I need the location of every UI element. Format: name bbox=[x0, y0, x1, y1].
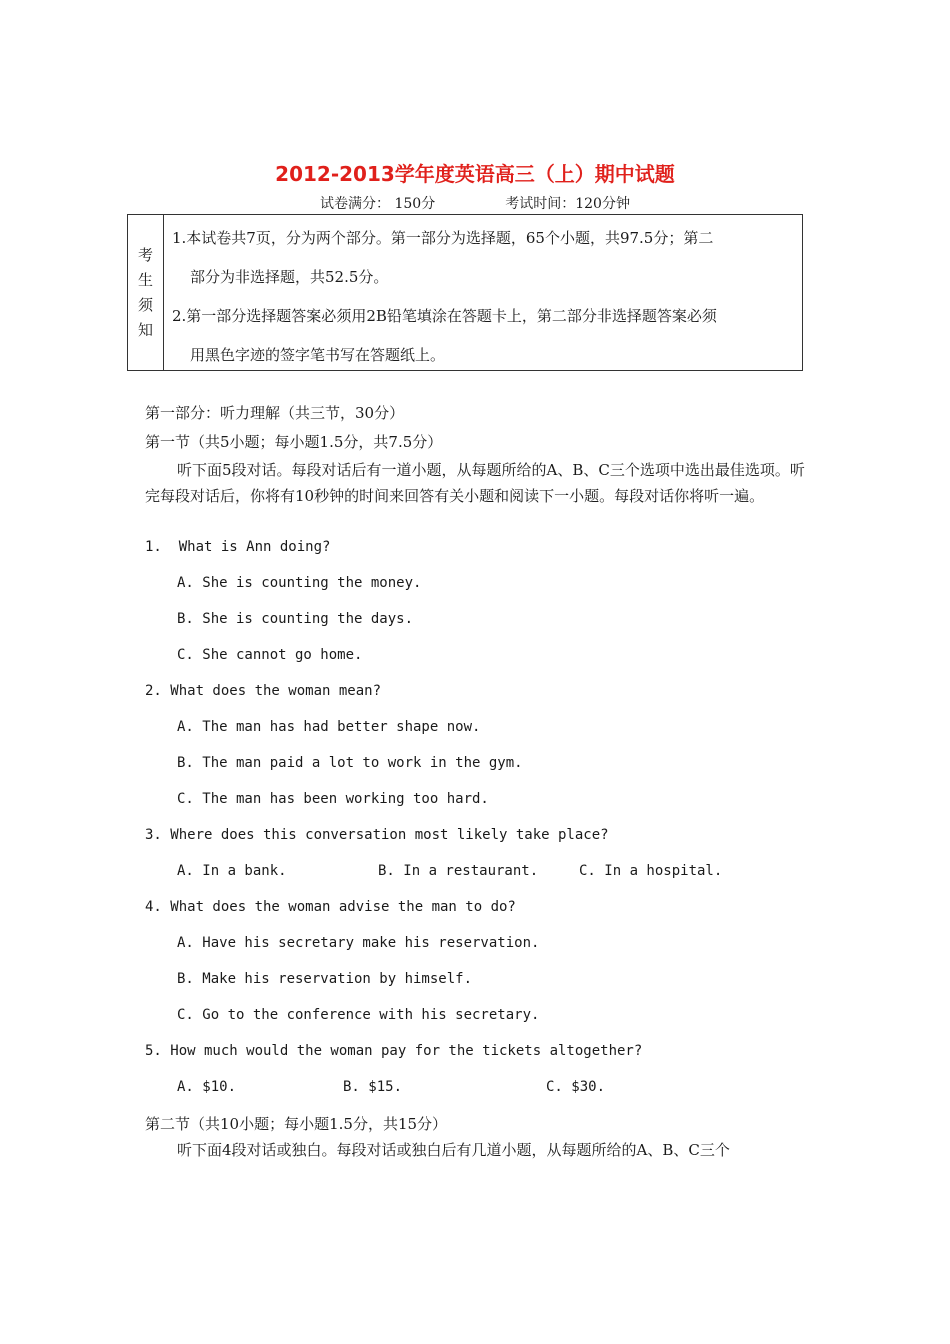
section2-instructions: 听下面4段对话或独白。每段对话或独白后有几道小题，从每题所给的A、B、C三个 bbox=[177, 1141, 730, 1159]
q3-option-a: A. In a bank. bbox=[177, 863, 287, 879]
q2-option-a: A. The man has had better shape now. bbox=[177, 719, 481, 735]
notice-text bbox=[172, 219, 797, 375]
q5-option-b: B. $15. bbox=[343, 1079, 403, 1095]
exam-time: 考试时间：120分钟 bbox=[505, 196, 630, 212]
q1-option-c: C. She cannot go home. bbox=[177, 647, 363, 663]
q1-option-b: B. She is counting the days. bbox=[177, 611, 414, 627]
question-4: 4. What does the woman advise the man to do? bbox=[145, 899, 516, 915]
q2-option-c: C. The man has been working too hard. bbox=[177, 791, 489, 807]
section2-heading: 第二节（共10小题；每小题1.5分，共15分） bbox=[145, 1115, 448, 1133]
notice-line: 部分为非选择题，共52.5分。 bbox=[190, 268, 389, 286]
exam-title: 2012-2013学年度英语高三（上）期中试题 bbox=[275, 162, 675, 186]
section1-heading: 第一节（共5小题；每小题1.5分，共7.5分） bbox=[145, 433, 443, 451]
question-1: 1. What is Ann doing? bbox=[145, 539, 331, 555]
full-score: 试卷满分： 150分 bbox=[320, 196, 436, 212]
part1-heading: 第一部分：听力理解（共三节，30分） bbox=[145, 404, 405, 422]
q4-option-a: A. Have his secretary make his reservation. bbox=[177, 935, 540, 951]
q5-option-c: C. $30. bbox=[546, 1079, 606, 1095]
q4-option-c: C. Go to the conference with his secretary. bbox=[177, 1007, 540, 1023]
q1-option-a: A. She is counting the money. bbox=[177, 575, 422, 591]
q3-option-c: C. In a hospital. bbox=[579, 863, 723, 879]
q5-option-a: A. $10. bbox=[177, 1079, 237, 1095]
notice-label: 考 生 须 知 bbox=[128, 215, 164, 370]
q3-option-b: B. In a restaurant. bbox=[378, 863, 539, 879]
question-5: 5. How much would the woman pay for the tickets altogether? bbox=[145, 1043, 643, 1059]
q4-option-b: B. Make his reservation by himself. bbox=[177, 971, 473, 987]
notice-line: 用黑色字迹的签字笔书写在答题纸上。 bbox=[190, 346, 446, 364]
q2-option-b: B. The man paid a lot to work in the gym. bbox=[177, 755, 523, 771]
exam-info bbox=[0, 193, 950, 213]
notice-line: 2.第一部分选择题答案必须用2B铅笔填涂在答题卡上，第二部分非选择题答案必须 bbox=[172, 307, 717, 325]
notice-line: 1.本试卷共7页，分为两个部分。第一部分为选择题，65个小题，共97.5分；第二 bbox=[172, 229, 714, 247]
notice-box bbox=[127, 214, 803, 371]
question-2: 2. What does the woman mean? bbox=[145, 683, 382, 699]
section1-instructions: 听下面5段对话。每段对话后有一道小题，从每题所给的A、B、C三个选项中选出最佳选项。听完每段对话后，你将有10秒钟的时间来回答有关小题和阅读下一小题。每段对话你将听一遍。 bbox=[145, 461, 805, 505]
question-3: 3. Where does this conversation most likely take place? bbox=[145, 827, 609, 843]
